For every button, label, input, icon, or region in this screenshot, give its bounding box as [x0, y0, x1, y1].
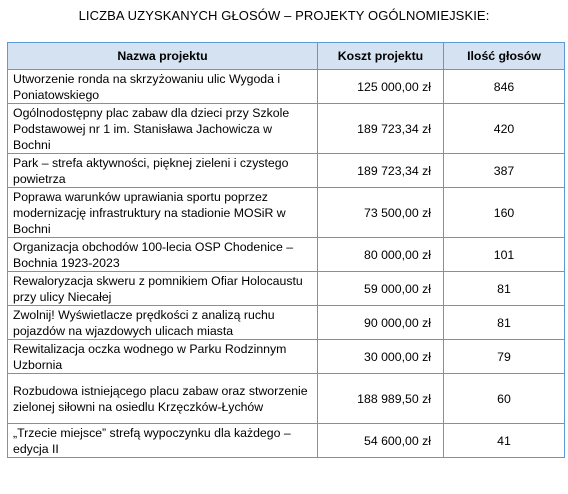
column-header-cost: Koszt projektu	[318, 43, 444, 70]
project-votes: 60	[444, 374, 565, 424]
project-cost: 188 989,50 zł	[318, 374, 444, 424]
table-row	[8, 70, 565, 104]
project-votes: 387	[444, 154, 565, 188]
project-name: Organizacja obchodów 100-lecia OSP Chodenice – Bochnia 1923-2023	[8, 238, 318, 272]
project-cost: 189 723,34 zł	[318, 104, 444, 154]
project-votes: 79	[444, 340, 565, 374]
project-cost: 59 000,00 zł	[318, 272, 444, 306]
project-cost: 80 000,00 zł	[318, 238, 444, 272]
table-header-row	[8, 43, 565, 70]
project-votes: 81	[444, 272, 565, 306]
project-name: Utworzenie ronda na skrzyżowaniu ulic Wygoda i Poniatowskiego	[8, 70, 318, 104]
table-row	[8, 374, 565, 424]
project-name: Park – strefa aktywności, pięknej zieleni i czystego powietrza	[8, 154, 318, 188]
table-row	[8, 238, 565, 272]
table-row	[8, 104, 565, 154]
table-row	[8, 188, 565, 238]
project-votes: 81	[444, 306, 565, 340]
table-row	[8, 154, 565, 188]
project-cost: 73 500,00 zł	[318, 188, 444, 238]
table-row	[8, 340, 565, 374]
project-votes: 160	[444, 188, 565, 238]
project-cost: 90 000,00 zł	[318, 306, 444, 340]
table-row	[8, 424, 565, 458]
project-name: Poprawa warunków uprawiania sportu poprzez modernizację infrastruktury na stadionie MOSiR w Bochni	[8, 188, 318, 238]
project-votes: 846	[444, 70, 565, 104]
project-cost: 30 000,00 zł	[318, 340, 444, 374]
project-name: Rewaloryzacja skweru z pomnikiem Ofiar Holocaustu przy ulicy Niecałej	[8, 272, 318, 306]
project-cost: 125 000,00 zł	[318, 70, 444, 104]
project-votes: 41	[444, 424, 565, 458]
column-header-name: Nazwa projektu	[8, 43, 318, 70]
column-header-votes: Ilość głosów	[444, 43, 565, 70]
project-name: Rewitalizacja oczka wodnego w Parku Rodzinnym Uzbornia	[8, 340, 318, 374]
votes-table	[7, 42, 565, 458]
project-name: „Trzecie miejsce” strefą wypoczynku dla każdego – edycja II	[8, 424, 318, 458]
page-heading: LICZBA UZYSKANYCH GŁOSÓW – PROJEKTY OGÓLNOMIEJSKIE:	[78, 8, 490, 23]
table-row	[8, 272, 565, 306]
project-name: Rozbudowa istniejącego placu zabaw oraz stworzenie zielonej siłowni na osiedlu Krzęczków-Łychów	[8, 374, 318, 424]
project-votes: 420	[444, 104, 565, 154]
table-row	[8, 306, 565, 340]
project-name: Ogólnodostępny plac zabaw dla dzieci przy Szkole Podstawowej nr 1 im. Stanisława Jachowicza w Bochni	[8, 104, 318, 154]
project-name: Zwolnij! Wyświetlacze prędkości z analizą ruchu pojazdów na wjazdowych ulicach miasta	[8, 306, 318, 340]
project-votes: 101	[444, 238, 565, 272]
project-cost: 189 723,34 zł	[318, 154, 444, 188]
project-cost: 54 600,00 zł	[318, 424, 444, 458]
